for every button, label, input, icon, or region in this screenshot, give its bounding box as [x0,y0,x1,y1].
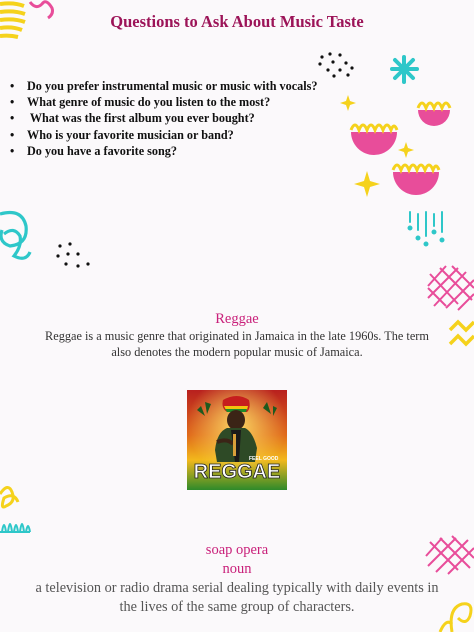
teal-swirl-doodle [0,213,30,259]
sparkle-icon [354,171,380,197]
pink-crosshatch-doodle [428,266,474,310]
teal-starburst-icon [392,57,417,82]
section-description: Reggae is a music genre that originated in Jamaica in the late 1960s. The term also denotes the modern popular music of Jamaica. [45,329,429,359]
dots-doodle-right [318,52,353,77]
definition-text: a television or radio drama serial dealing typically with daily events in the lives of the same group of characters. [35,580,439,615]
poster-tagline: FEEL GOOD [249,456,279,462]
list-item: • Do you prefer instrumental music or music with vocals? [10,78,317,94]
sparkle-icon [340,95,356,111]
dots-doodle-left [56,242,89,267]
questions-list [10,78,317,159]
list-item: • Who is your favorite musician or band? [10,127,317,143]
yellow-swirl-doodle [451,604,471,632]
page-title: Questions to Ask About Music Taste [110,12,364,31]
yellow-squiggle-doodle [0,487,18,507]
definition-term: soap opera [205,542,269,558]
teal-drips-doodle [409,212,444,246]
pink-bowl-doodle [418,103,450,126]
sparkle-icon [398,142,414,158]
pink-bowl-doodle [351,125,397,155]
section-title: Reggae [215,311,259,327]
reggae-poster-image [187,390,287,490]
list-item: • What was the first album you ever bought? [10,110,317,126]
list-item: • Do you have a favorite song? [10,143,317,159]
definition-part-of-speech: noun [222,561,252,577]
pink-bowl-doodle [393,165,439,195]
teal-comb-doodle [0,524,30,532]
poster-headline: REGGAE [193,461,281,483]
list-item: • What genre of music do you listen to the most? [10,94,317,110]
